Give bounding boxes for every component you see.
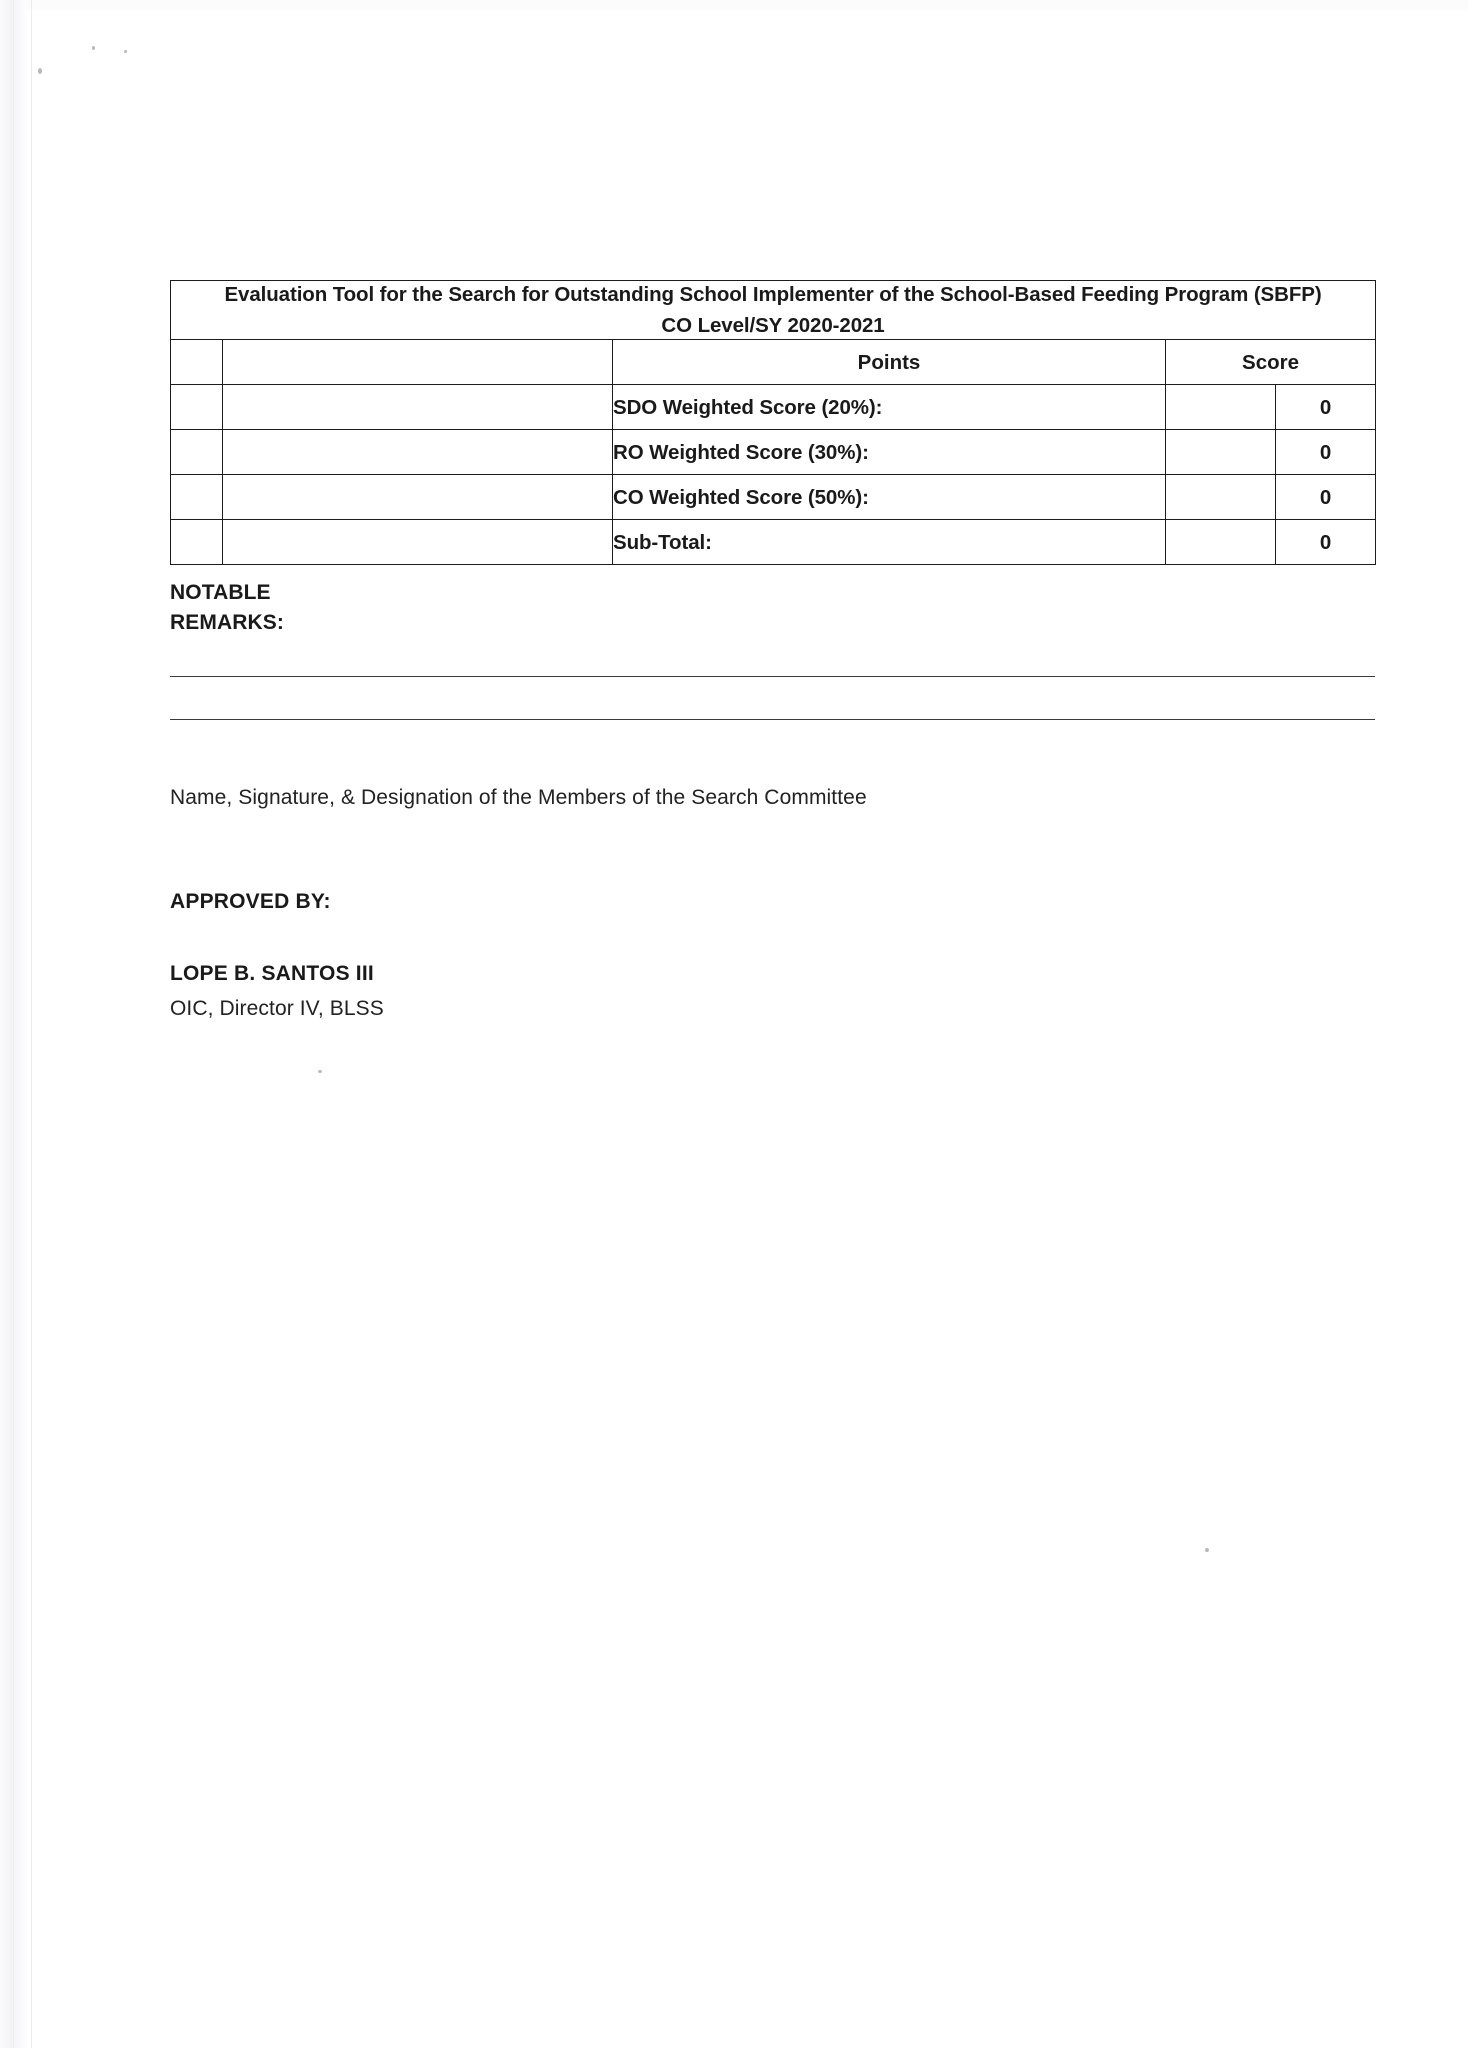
approved-by-label: APPROVED BY: xyxy=(170,890,331,913)
row-blank-cell-two xyxy=(223,430,613,475)
header-blank-cell-two xyxy=(223,340,613,385)
row-points-cell-sub-total xyxy=(1166,520,1276,565)
table-title-cell xyxy=(171,281,1376,340)
row-label-ro-weighted-score: RO Weighted Score (30%): xyxy=(613,430,1166,475)
table-row xyxy=(171,430,1376,475)
row-score-sub-total: 0 xyxy=(1276,520,1376,565)
row-blank-cell-one xyxy=(171,475,223,520)
row-label-sub-total: Sub-Total: xyxy=(613,520,1166,565)
scan-speck xyxy=(92,46,95,50)
table-row xyxy=(171,385,1376,430)
scan-vertical-streak-one xyxy=(13,0,14,2048)
scan-left-edge-shadow xyxy=(0,0,26,2048)
scan-speck xyxy=(38,68,42,74)
scan-speck xyxy=(124,50,127,53)
title-line-one: Evaluation Tool for the Search for Outstanding School Implementer of the School-Based Feeding Program (SBFP) xyxy=(224,283,1322,306)
table-row xyxy=(171,475,1376,520)
approver-name: LOPE B. SANTOS III xyxy=(170,962,374,985)
row-score-ro: 0 xyxy=(1276,430,1376,475)
row-label-co-weighted-score: CO Weighted Score (50%): xyxy=(613,475,1166,520)
row-blank-cell-one xyxy=(171,430,223,475)
remarks-rule-line-two xyxy=(170,719,1375,720)
scan-speck xyxy=(318,1070,322,1073)
search-committee-caption: Name, Signature, & Designation of the Members of the Search Committee xyxy=(170,786,867,809)
approver-designation: OIC, Director IV, BLSS xyxy=(170,997,384,1020)
row-score-sdo: 0 xyxy=(1276,385,1376,430)
row-label-sdo-weighted-score: SDO Weighted Score (20%): xyxy=(613,385,1166,430)
row-blank-cell-one xyxy=(171,385,223,430)
scan-speck xyxy=(1205,1548,1209,1552)
row-blank-cell-one xyxy=(171,520,223,565)
row-blank-cell-two xyxy=(223,475,613,520)
table-header-row xyxy=(171,340,1376,385)
row-blank-cell-two xyxy=(223,520,613,565)
title-line-two: CO Level/SY 2020-2021 xyxy=(661,313,885,337)
evaluation-table xyxy=(170,280,1376,565)
table-title-row xyxy=(171,281,1376,340)
scan-top-band xyxy=(0,0,1468,10)
notable-remarks-heading xyxy=(170,578,284,638)
row-points-cell-co xyxy=(1166,475,1276,520)
header-score: Score xyxy=(1166,340,1376,385)
row-blank-cell-two xyxy=(223,385,613,430)
notable-remarks-line-one: NOTABLE xyxy=(170,581,271,604)
table-row xyxy=(171,520,1376,565)
row-points-cell-sdo xyxy=(1166,385,1276,430)
remarks-rule-line-one xyxy=(170,676,1375,677)
row-points-cell-ro xyxy=(1166,430,1276,475)
notable-remarks-line-two: REMARKS: xyxy=(170,610,284,634)
scan-vertical-streak-two xyxy=(31,0,32,2048)
row-score-co: 0 xyxy=(1276,475,1376,520)
header-points: Points xyxy=(613,340,1166,385)
header-blank-cell-one xyxy=(171,340,223,385)
